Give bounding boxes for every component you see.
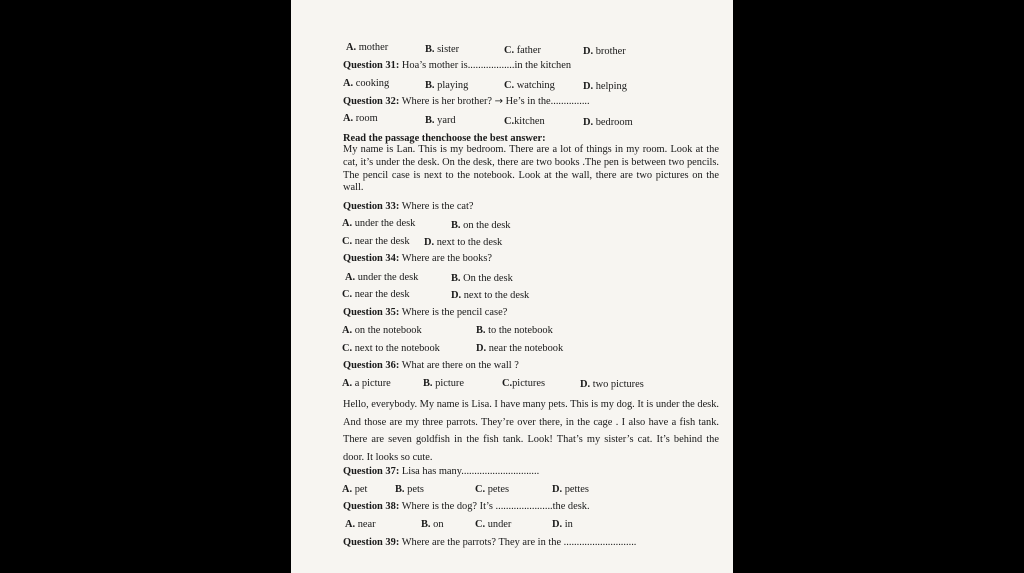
q33-option-b: B. on the desk — [451, 220, 511, 231]
q32-option-d: D. bedroom — [583, 117, 633, 128]
question-31: Question 31: Hoa’s mother is..................in the kitchen — [343, 60, 572, 71]
q34-option-b: B. On the desk — [451, 273, 513, 284]
q34-option-a: A. under the desk — [345, 272, 419, 283]
q38-option-d: D. in — [552, 519, 573, 530]
q33-option-c: C. near the desk — [342, 236, 410, 247]
q35-option-c: C. next to the notebook — [342, 343, 440, 354]
q37-option-c: C. petes — [475, 484, 510, 495]
q31-option-a: A. cooking — [343, 78, 390, 89]
question-37: Question 37: Lisa has many.............................. — [343, 466, 540, 477]
q36-option-b: B. picture — [423, 378, 464, 389]
right-arrow-icon: → — [494, 96, 504, 107]
q31-option-d: D. helping — [583, 81, 627, 92]
q35-option-d: D. near the notebook — [476, 343, 564, 354]
q37-option-b: B. pets — [395, 484, 424, 495]
worksheet-page — [291, 0, 733, 573]
question-36: Question 36: What are there on the wall ? — [343, 360, 519, 371]
q36-option-c: C.pictures — [502, 378, 546, 389]
q35-option-a: A. on the notebook — [342, 325, 422, 336]
q31-option-c: C. watching — [504, 80, 555, 91]
q33-option-a: A. under the desk — [342, 218, 416, 229]
q36-option-d: D. two pictures — [580, 379, 644, 390]
q30-option-a: A. mother — [346, 42, 389, 53]
question-38: Question 38: Where is the dog? It’s ......................the desk. — [343, 501, 590, 512]
q33-option-d: D. next to the desk — [424, 237, 503, 248]
q37-option-a: A. pet — [342, 484, 368, 495]
q38-option-c: C. under — [475, 519, 512, 530]
question-32: Question 32: Where is her brother? → He’s in the............... — [343, 96, 590, 107]
passage-heading: Read the passage thenchoose the best answer: — [343, 133, 546, 144]
q30-option-c: C. father — [504, 45, 541, 56]
q32-option-a: A. room — [343, 113, 378, 124]
q30-option-d: D. brother — [583, 46, 626, 57]
question-35: Question 35: Where is the pencil case? — [343, 307, 508, 318]
q31-option-b: B. playing — [425, 80, 469, 91]
question-33: Question 33: Where is the cat? — [343, 201, 474, 212]
passage-2: Hello, everybody. My name is Lisa. I have many pets. This is my dog. It is under the desk. And those are my three parrots. They’re over there, in the cage . I also have a fish tank. There are seven goldfish in the fish tank. Look! That’s my sister’s cat. It’s behind the door. It looks so cute. — [343, 399, 720, 464]
q30-option-b: B. sister — [425, 44, 460, 55]
q32-option-b: B. yard — [425, 115, 456, 126]
q38-option-a: A. near — [345, 519, 376, 530]
question-39: Question 39: Where are the parrots? They are in the ............................ — [343, 537, 637, 548]
q37-option-d: D. pettes — [552, 484, 589, 495]
q34-option-c: C. near the desk — [342, 289, 410, 300]
question-34: Question 34: Where are the books? — [343, 253, 493, 264]
passage-1: My name is Lan. This is my bedroom. There are a lot of things in my room. Look at the cat, it’s under the desk. On the desk, there are two books .The pen is between two pencils. The pencil case is next to the notebook. Look at the wall, there are two pictures on the wall. — [343, 144, 719, 194]
q32-option-c: C.kitchen — [504, 116, 545, 127]
q35-option-b: B. to the notebook — [476, 325, 553, 336]
q38-option-b: B. on — [421, 519, 444, 530]
q36-option-a: A. a picture — [342, 378, 391, 389]
q34-option-d: D. next to the desk — [451, 290, 530, 301]
